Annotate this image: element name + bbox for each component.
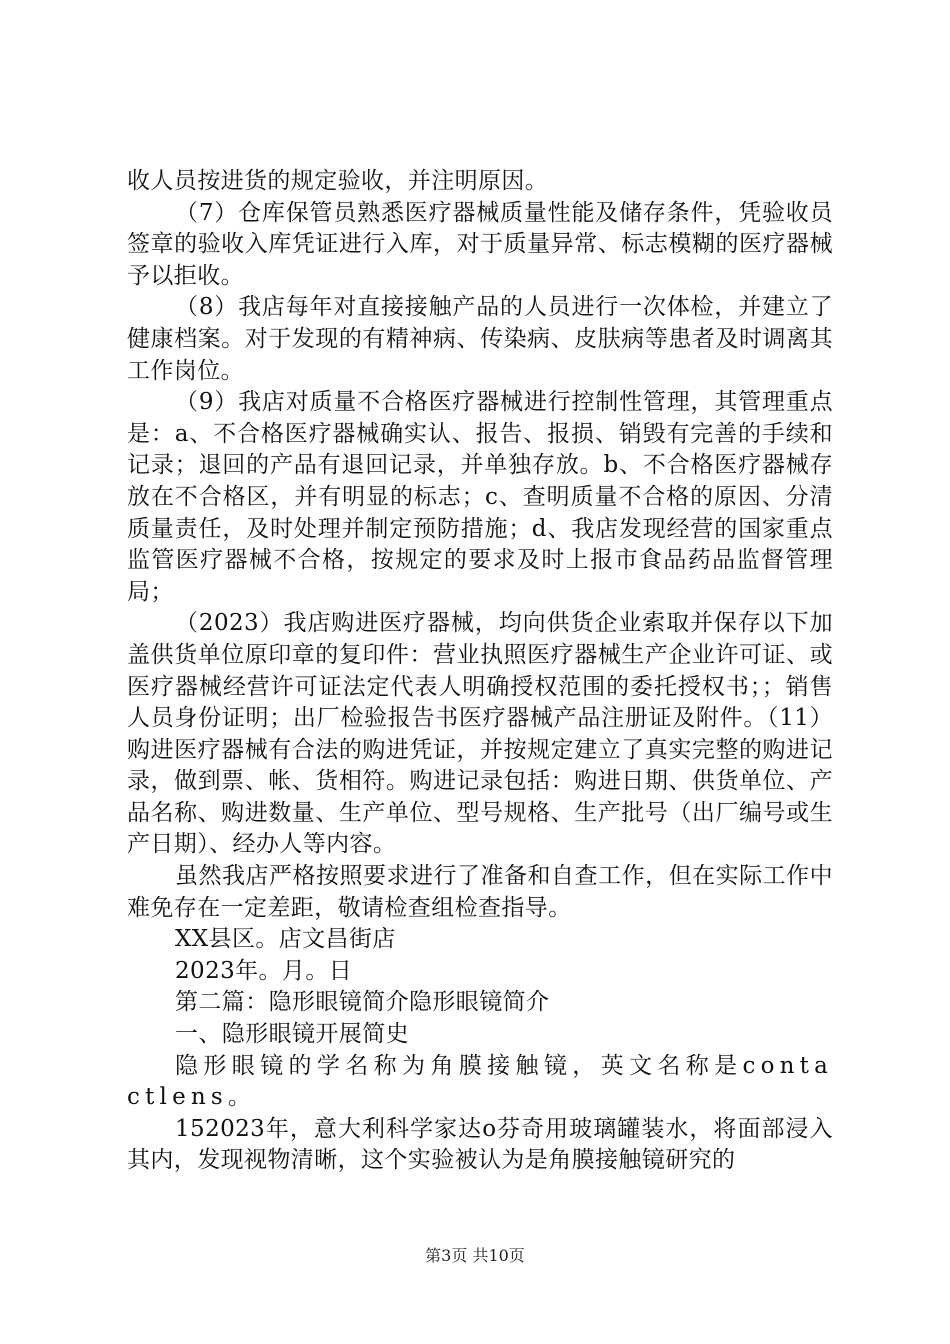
paragraph-conclusion: 虽然我店严格按照要求进行了准备和自查工作，但在实际工作中难免存在一定差距，敬请检查组检查指导。 (127, 863, 833, 921)
paragraph-item-9: （9）我店对质量不合格医疗器械进行控制性管理，其管理重点是：a、不合格医疗器械确实认、报告、报损、销毁有完善的手续和记录；退回的产品有退回记录，并单独存放。b、不合格医疗器械存放在不合格区，并有明显的标志；c、查明质量不合格的原因、分清质量责任，及时处理并制定预防措施；d、我店发现经营的国家重点监管医疗器械不合格，按规定的要求及时上报市食品药品监督管理局； (127, 389, 833, 605)
paragraph-continuation: 收人员按进货的规定验收，并注明原因。 (127, 168, 549, 194)
signature-date: 2023年。月。日 (175, 957, 353, 984)
section-title-part-two: 第二篇：隐形眼镜简介隐形眼镜简介 (175, 989, 550, 1016)
section-heading-history: 一、隐形眼镜开展简史 (175, 1021, 409, 1048)
paragraph-history: 152023年，意大利科学家达o芬奇用玻璃罐装水，将面部浸入其内，发现视物清晰，这个实验被认为是角膜接触镜研究的 (127, 1115, 833, 1174)
paragraph-definition: 隐形眼镜的学名称为角膜接触镜，英文名称是contactlens。 (127, 1052, 833, 1111)
paragraph-item-7: （7）仓库保管员熟悉医疗器械质量性能及储存条件，凭验收员签章的验收入库凭证进行入库，对于质量异常、标志模糊的医疗器械予以拒收。 (127, 199, 833, 289)
signature-store: XX县区。店文昌街店 (175, 926, 396, 953)
paragraph-item-8: （8）我店每年对直接接触产品的人员进行一次体检，并建立了健康档案。对于发现的有精神病、传染病、皮肤病等患者及时调离其工作岗位。 (127, 294, 833, 384)
paragraph-item-10-11: （2023）我店购进医疗器械，均向供货企业索取并保存以下加盖供货单位原印章的复印件：营业执照医疗器械生产企业许可证、或医疗器械经营许可证法定代表人明确授权范围的委托授权书；；销售人员身份证明；出厂检验报告书医疗器械产品注册证及附件。（11）购进医疗器械有合法的购进凭证，并按规定建立了真实完整的购进记录，做到票、帐、货相符。购进记录包括：购进日期、供货单位、产品名称、购进数量、生产单位、型号规格、生产批号（出厂编号或生产日期）、经办人等内容。 (127, 610, 833, 858)
page-number-footer: 第3页 共10页 (425, 1246, 525, 1265)
document-body (127, 166, 833, 1177)
